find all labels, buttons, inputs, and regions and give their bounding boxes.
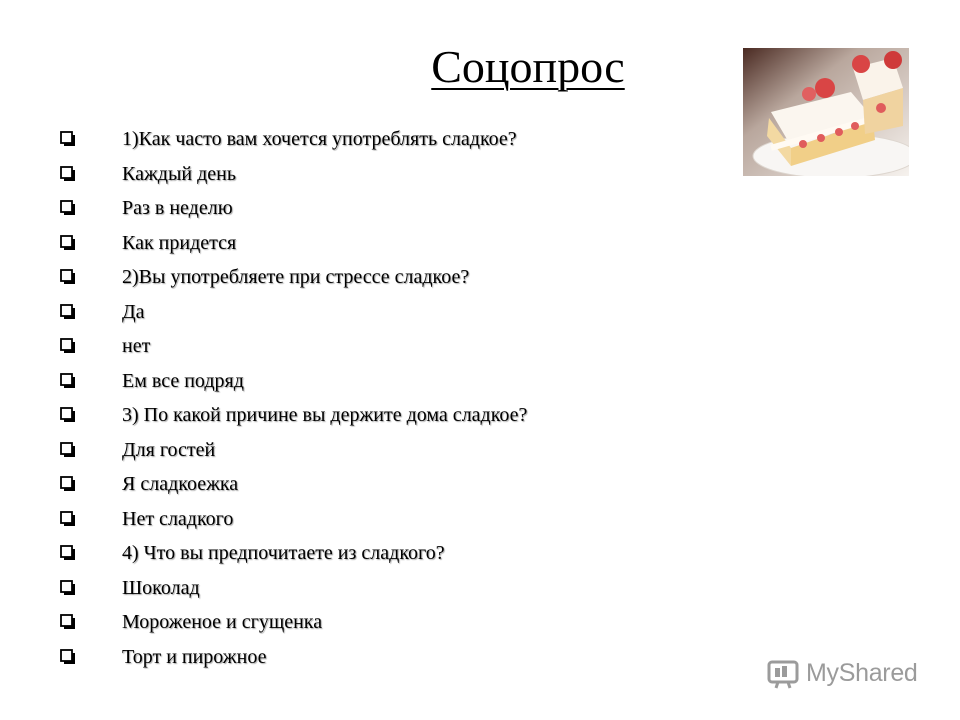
checkbox-bullet-icon <box>60 614 76 630</box>
checkbox-bullet-icon <box>60 545 76 561</box>
list-item <box>60 640 527 675</box>
list-item-text: 2)Вы употребляете при стрессе сладкое? <box>122 266 470 289</box>
list-item <box>60 191 527 226</box>
watermark-text: MyShared <box>806 658 918 687</box>
list-item <box>60 605 527 640</box>
list-item-text: Шоколад <box>122 576 200 599</box>
list-item <box>60 502 527 537</box>
list-item-text: Для гостей <box>122 438 216 461</box>
list-item-text: Торт и пирожное <box>122 645 267 668</box>
list-item <box>60 260 527 295</box>
list-item <box>60 226 527 261</box>
checkbox-bullet-icon <box>60 235 76 251</box>
list-item <box>60 329 527 364</box>
myshared-watermark <box>766 656 918 690</box>
checkbox-bullet-icon <box>60 649 76 665</box>
checkbox-bullet-icon <box>60 131 76 147</box>
checkbox-bullet-icon <box>60 407 76 423</box>
list-item-text: нет <box>122 335 151 358</box>
list-item <box>60 398 527 433</box>
myshared-logo-icon <box>766 656 800 690</box>
list-item-text: Нет сладкого <box>122 507 234 530</box>
checkbox-bullet-icon <box>60 304 76 320</box>
checkbox-bullet-icon <box>60 580 76 596</box>
list-item <box>60 157 527 192</box>
list-item-text: Как придется <box>122 231 237 254</box>
list-item <box>60 295 527 330</box>
checkbox-bullet-icon <box>60 511 76 527</box>
list-item <box>60 433 527 468</box>
list-item-text: Ем все подряд <box>122 369 244 392</box>
checkbox-bullet-icon <box>60 200 76 216</box>
list-item-text: Да <box>122 300 145 323</box>
checkbox-bullet-icon <box>60 269 76 285</box>
list-item <box>60 571 527 606</box>
list-item <box>60 536 527 571</box>
checkbox-bullet-icon <box>60 476 76 492</box>
list-item <box>60 364 527 399</box>
checkbox-bullet-icon <box>60 373 76 389</box>
list-item-text: 4) Что вы предпочитаете из сладкого? <box>122 542 445 565</box>
list-item-text: Мороженое и сгущенка <box>122 611 323 634</box>
survey-list <box>60 122 527 674</box>
checkbox-bullet-icon <box>60 338 76 354</box>
list-item <box>60 122 527 157</box>
list-item-text: Я сладкоежка <box>122 473 239 496</box>
list-item-text: Раз в неделю <box>122 197 233 220</box>
slide-title: Соцопрос <box>431 41 625 92</box>
list-item-text: 3) По какой причине вы держите дома сладкое? <box>122 404 528 427</box>
strawberry-cake-photo <box>743 48 909 176</box>
list-item-text: 1)Как часто вам хочется употреблять сладкое? <box>122 128 517 151</box>
list-item <box>60 467 527 502</box>
checkbox-bullet-icon <box>60 442 76 458</box>
checkbox-bullet-icon <box>60 166 76 182</box>
list-item-text: Каждый день <box>122 162 236 185</box>
